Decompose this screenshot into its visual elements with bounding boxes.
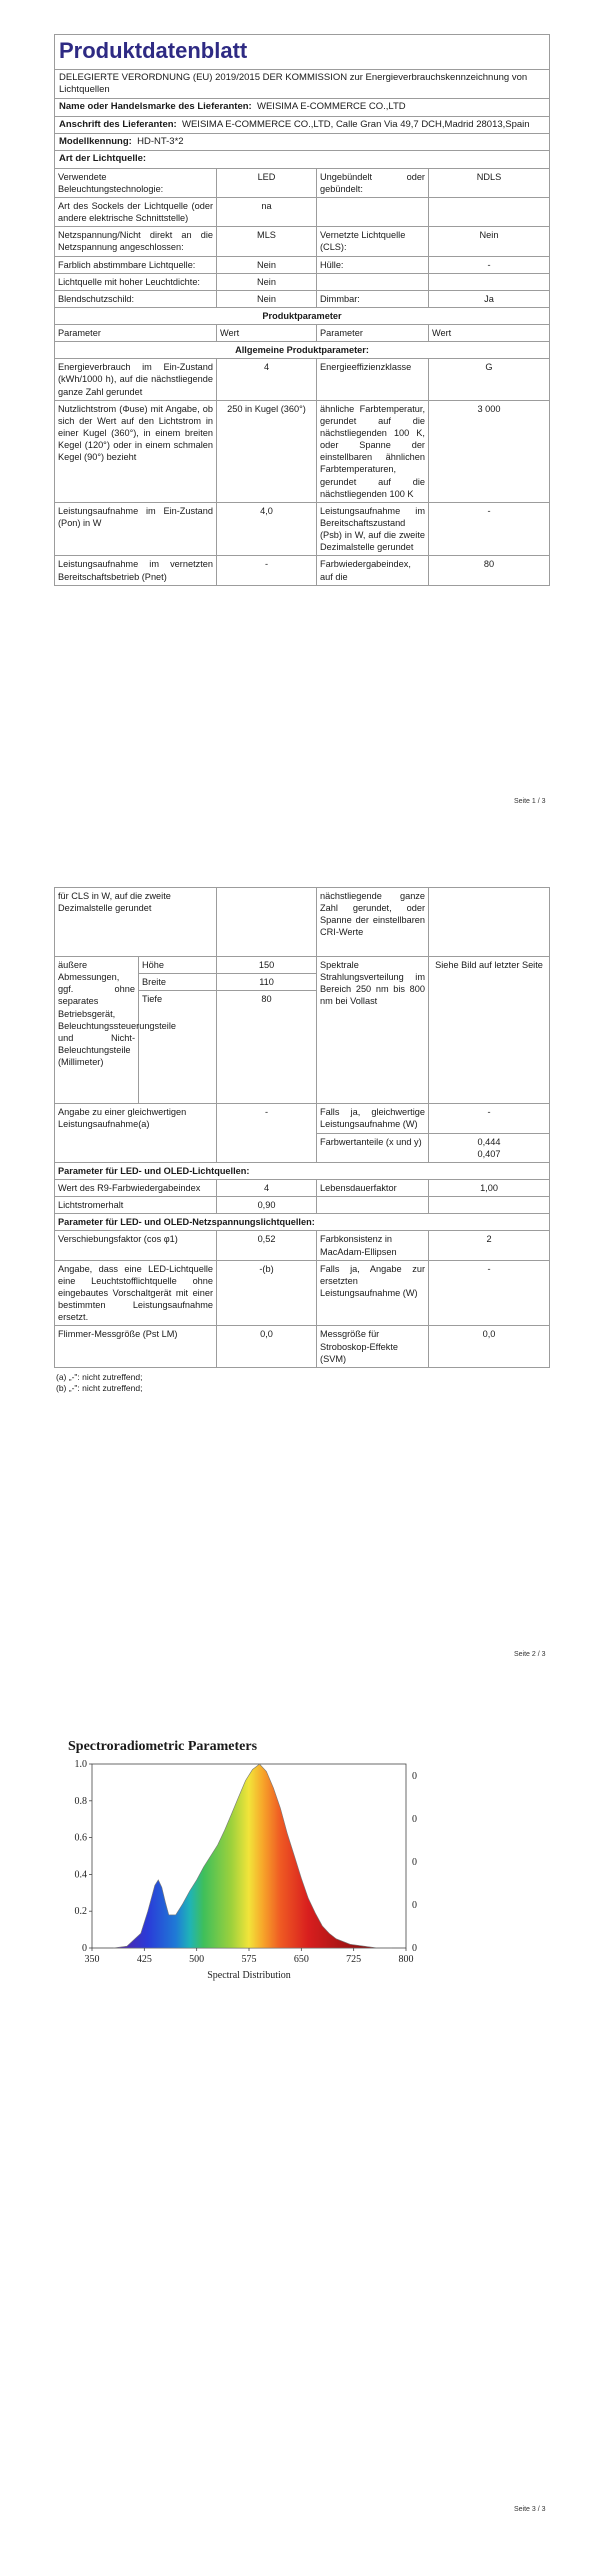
row-value: - <box>429 502 550 556</box>
row-value: 3 000 <box>429 400 550 502</box>
dimension-value: 110 <box>217 974 317 991</box>
page-number: Seite 2 / 3 <box>514 1651 546 1658</box>
dimension-name: Höhe <box>139 957 217 974</box>
row-value: Nein <box>429 227 550 256</box>
row-value: 0,90 <box>217 1197 317 1214</box>
row-label: Energieverbrauch im Ein-Zustand (kWh/1000 h), auf die nächstliegende ganze Zahl gerundet <box>55 359 217 400</box>
column-header: Parameter <box>55 325 217 342</box>
table-row <box>55 1104 550 1133</box>
page-1 <box>54 34 550 586</box>
row-label: Ungebündelt oder gebündelt: <box>317 169 429 198</box>
row-value: 0,0 <box>217 1326 317 1367</box>
row-value: Nein <box>217 256 317 273</box>
table-row <box>55 1326 550 1367</box>
model-row <box>55 134 549 151</box>
row-value: MLS <box>217 227 317 256</box>
row-label: Art des Sockels der Lichtquelle (oder andere elektrische Schnittstelle) <box>55 197 217 226</box>
row-value <box>429 273 550 290</box>
row-value: Ja <box>429 290 550 307</box>
table-row <box>55 1197 550 1214</box>
row-value: Nein <box>217 273 317 290</box>
row-label: Hülle: <box>317 256 429 273</box>
row-label: Vernetzte Lichtquelle (CLS): <box>317 227 429 256</box>
row-label: nächstliegende ganze Zahl gerundet, oder Spanne der einstellbaren CRI-Werte <box>317 888 429 957</box>
footnote-b: (b) „-": nicht zutreffend; <box>56 1382 143 1393</box>
x-tick-label: 575 <box>241 1954 257 1965</box>
column-header: Parameter <box>317 325 429 342</box>
row-label: Leistungsaufnahme im vernetzten Bereitschaftsbetrieb (Pnet) <box>55 556 217 585</box>
row-value: 2 <box>429 1231 550 1260</box>
row-value: 4 <box>217 359 317 400</box>
row-value <box>217 888 317 957</box>
x-tick-label: 350 <box>84 1954 100 1965</box>
address-row <box>55 117 549 134</box>
y-tick-label: 0.6 <box>74 1832 87 1844</box>
table-row <box>55 1260 550 1326</box>
right-tick-label: 0 <box>412 1943 417 1954</box>
x-tick-label: 425 <box>136 1954 152 1965</box>
dimension-value: 150 <box>217 957 317 974</box>
row-label: Messgröße für Stroboskop-Effekte (SVM) <box>317 1326 429 1367</box>
row-label: Farblich abstimmbare Lichtquelle: <box>55 256 217 273</box>
lightsource-table <box>54 169 550 586</box>
params-table-continued <box>54 887 550 1368</box>
row-label: Farbwertanteile (x und y) <box>317 1133 429 1162</box>
column-header: Wert <box>217 325 317 342</box>
row-label: Verwendete Beleuchtungstechnologie: <box>55 169 217 198</box>
row-value <box>429 197 550 226</box>
table-row <box>55 502 550 556</box>
row-label: Netzspannung/Nicht direkt an die Netzspannung angeschlossen: <box>55 227 217 256</box>
row-label: Dimmbar: <box>317 290 429 307</box>
dimension-value: 80 <box>217 991 317 1104</box>
row-value: 0,444 0,407 <box>429 1133 550 1162</box>
table-row <box>55 1231 550 1260</box>
row-label: ähnliche Farbtemperatur, gerundet auf die nächstliegenden 100 K, oder Spanne der einstellbaren ähnlichen Farbtemperaturen, gerundet auf die nächstliegenden 100 K <box>317 400 429 502</box>
row-value: NDLS <box>429 169 550 198</box>
row-value: - <box>429 256 550 273</box>
row-value: -(b) <box>217 1260 317 1326</box>
table-row <box>55 957 550 974</box>
row-label: Angabe, dass eine LED-Lichtquelle eine Leuchtstofflichtquelle ohne eingebautes Vorschaltgerät mit einer bestimmten Leistungsaufnahme ersetzt. <box>55 1260 217 1326</box>
table-row <box>55 888 550 957</box>
y-tick-label: 1.0 <box>74 1759 87 1770</box>
table-row <box>55 256 550 273</box>
row-label: für CLS in W, auf die zweite Dezimalstelle gerundet <box>55 888 217 957</box>
row-value: 250 in Kugel (360°) <box>217 400 317 502</box>
row-value: Nein <box>217 290 317 307</box>
lightsource-header: Art der Lichtquelle: <box>59 153 147 165</box>
supplier-value: WEISIMA E-COMMERCE CO.,LTD <box>257 101 406 113</box>
x-axis-label: Spectral Distribution <box>207 1970 291 1981</box>
row-value: - <box>217 556 317 585</box>
table-row <box>55 400 550 502</box>
spectral-chart <box>68 1738 448 2018</box>
x-tick-label: 500 <box>189 1954 205 1965</box>
row-value: 0,52 <box>217 1231 317 1260</box>
model-value: HD-NT-3*2 <box>137 135 184 147</box>
row-label: Falls ja, gleichwertige Leistungsaufnahme (W) <box>317 1104 429 1133</box>
supplier-label: Name oder Handelsmarke des Lieferanten: <box>59 101 252 113</box>
row-value: G <box>429 359 550 400</box>
document-title: Produktdatenblatt <box>59 38 248 63</box>
footnote-a: (a) „-": nicht zutreffend; <box>56 1371 143 1382</box>
row-value: 80 <box>429 556 550 585</box>
row-label: Lichtquelle mit hoher Leuchtdichte: <box>55 273 217 290</box>
right-tick-label: 0 <box>412 1814 417 1825</box>
table-row <box>55 169 550 198</box>
right-tick-label: 0 <box>412 1857 417 1868</box>
row-label: Energieeffizienzklasse <box>317 359 429 400</box>
address-value: WEISIMA E-COMMERCE CO.,LTD, Calle Gran Via 49,7 DCH,Madrid 28013,Spain <box>182 118 530 130</box>
table-row <box>55 1214 550 1231</box>
row-label: Blendschutzschild: <box>55 290 217 307</box>
section-header: Parameter für LED- und OLED-Lichtquellen: <box>55 1162 550 1179</box>
spectral-label: Spektrale Strahlungsverteilung im Bereich 250 nm bis 800 nm bei Vollast <box>317 957 429 1104</box>
row-value: na <box>217 197 317 226</box>
row-value: - <box>429 1104 550 1133</box>
row-label <box>317 1197 429 1214</box>
right-tick-label: 0 <box>412 1900 417 1911</box>
general-params-header: Allgemeine Produktparameter: <box>55 342 550 359</box>
row-value: - <box>429 1260 550 1326</box>
row-value: 0,0 <box>429 1326 550 1367</box>
row-label: Wert des R9-Farbwiedergabeindex <box>55 1179 217 1196</box>
table-row <box>55 197 550 226</box>
row-label <box>317 273 429 290</box>
row-label: Leistungsaufnahme im Bereitschaftszustand (Psb) in W, auf die zweite Dezimalstelle gerundet <box>317 502 429 556</box>
column-header: Wert <box>429 325 550 342</box>
table-row <box>55 1179 550 1196</box>
table-row <box>55 556 550 585</box>
row-value: 4,0 <box>217 502 317 556</box>
row-label: Angabe zu einer gleichwertigen Leistungsaufnahme(a) <box>55 1104 217 1163</box>
row-value: 4 <box>217 1179 317 1196</box>
spectrum-area <box>113 1764 392 1948</box>
header-box <box>54 34 550 169</box>
right-tick-label: 0 <box>412 1771 417 1782</box>
row-value: LED <box>217 169 317 198</box>
spectral-value: Siehe Bild auf letzter Seite <box>429 957 550 1104</box>
row-label: Falls ja, Angabe zur ersetzten Leistungsaufnahme (W) <box>317 1260 429 1326</box>
y-tick-label: 0 <box>82 1943 87 1954</box>
page-number: Seite 1 / 3 <box>514 798 546 805</box>
row-value: 1,00 <box>429 1179 550 1196</box>
row-label: Verschiebungsfaktor (cos φ1) <box>55 1231 217 1260</box>
x-tick-label: 725 <box>346 1954 362 1965</box>
regulation-text: DELEGIERTE VERORDNUNG (EU) 2019/2015 DER KOMMISSION zur Energieverbrauchskennzeichnung von Lichtquellen <box>55 70 549 100</box>
section-header: Parameter für LED- und OLED-Netzspannungslichtquellen: <box>55 1214 550 1231</box>
product-params-header: Produktparameter <box>55 307 550 324</box>
x-tick-label: 650 <box>293 1954 309 1965</box>
row-label: Farbkonsistenz in MacAdam-Ellipsen <box>317 1231 429 1260</box>
table-row <box>55 290 550 307</box>
row-label: Lichtstromerhalt <box>55 1197 217 1214</box>
y-tick-label: 0.2 <box>74 1906 87 1918</box>
address-label: Anschrift des Lieferanten: <box>59 118 177 130</box>
model-label: Modellkennung: <box>59 135 132 147</box>
y-tick-label: 0.8 <box>74 1795 87 1807</box>
table-row <box>55 1162 550 1179</box>
table-row <box>55 307 550 324</box>
table-row <box>55 325 550 342</box>
spectral-chart-svg <box>68 1756 448 2018</box>
row-label <box>317 197 429 226</box>
dimension-name: Tiefe <box>139 991 217 1104</box>
x-tick-label: 800 <box>398 1954 414 1965</box>
row-value <box>429 888 550 957</box>
y-tick-label: 0.4 <box>74 1869 87 1881</box>
table-row <box>55 342 550 359</box>
table-row <box>55 273 550 290</box>
row-value: - <box>217 1104 317 1163</box>
page-number: Seite 3 / 3 <box>514 2506 546 2513</box>
table-row <box>55 227 550 256</box>
row-label: Flimmer-Messgröße (Pst LM) <box>55 1326 217 1367</box>
dimension-name: Breite <box>139 974 217 991</box>
table-row <box>55 359 550 400</box>
chart-title: Spectroradiometric Parameters <box>68 1739 258 1754</box>
row-value <box>429 1197 550 1214</box>
row-label: Leistungsaufnahme im Ein-Zustand (Pon) in W <box>55 502 217 556</box>
dimensions-label: äußere Abmessungen, ggf. ohne separates Betriebsgerät, Beleuchtungssteuerungsteile und Nicht-Beleuchtungsteile (Millimeter) <box>55 957 139 1104</box>
row-label: Farbwiedergabeindex, auf die <box>317 556 429 585</box>
row-label: Nutzlichtstrom (Φuse) mit Angabe, ob sich der Wert auf den Lichtstrom in einer Kugel (360°), in einem breiten Kegel (120°) oder in einem schmalen Kegel (90°) bezieht <box>55 400 217 502</box>
page-2 <box>54 887 550 1394</box>
supplier-row <box>55 99 549 116</box>
row-label: Lebensdauerfaktor <box>317 1179 429 1196</box>
